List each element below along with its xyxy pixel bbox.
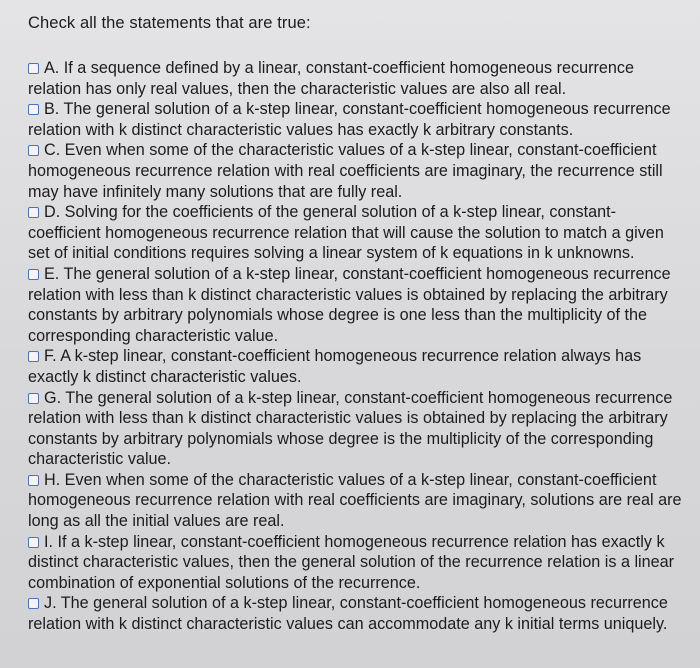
question-prompt: Check all the statements that are true:	[28, 14, 311, 32]
option-a-text: A. If a sequence defined by a linear, constant-coefficient homogeneous recurrence relation has only real values, then the characteristic values are also all real.	[28, 59, 635, 98]
options-list	[28, 58, 682, 635]
option-j-text: J. The general solution of a k-step linear, constant-coefficient homogeneous recurrence relation with k distinct characteristic values can accommodate any k initial terms uniquely.	[28, 594, 668, 634]
option-h-text: H. Even when some of the characteristic values of a k-step linear, constant-coefficient homogeneous recurrence relation with real coefficients are imaginary, solutions are real are long as all the initial values are real.	[28, 470, 682, 531]
option-e[interactable]	[28, 264, 682, 346]
option-i-text: I. If a k-step linear, constant-coefficient homogeneous recurrence relation has exactly k distinct characteristic values, then the general solution of the recurrence relation is a linear combination of exponential solutions of the recurrence.	[28, 532, 675, 592]
checkbox-e[interactable]	[28, 269, 39, 280]
option-c[interactable]	[28, 140, 682, 202]
option-h[interactable]	[28, 470, 682, 532]
option-g-text: G. The general solution of a k-step linear, constant-coefficient homogeneous recurrence relation with less than k distinct characteristic values is obtained by replacing the arbitrary constants by arbitrary polynomials whose degree is the multiplicity of the corresponding characteristic value.	[28, 388, 673, 469]
checkbox-c[interactable]	[28, 145, 39, 156]
checkbox-h[interactable]	[28, 475, 39, 486]
option-b-text: B. The general solution of a k-step linear, constant-coefficient homogeneous recurrence relation with k distinct characteristic values has exactly k arbitrary constants.	[28, 100, 671, 139]
checkbox-j[interactable]	[28, 598, 39, 609]
checkbox-d[interactable]	[28, 207, 39, 218]
option-g[interactable]	[28, 388, 682, 470]
option-d-text: D. Solving for the coefficients of the general solution of a k-step linear, constant-coefficient homogeneous recurrence relation that will cause the solution to match a given set of initial conditions requires solving a linear system of k equations in k unknowns.	[28, 203, 664, 263]
option-c-text: C. Even when some of the characteristic values of a k-step linear, constant-coefficient homogeneous recurrence relation with real coefficients are imaginary, the recurrence still may have infinitely many solutions that are fully real.	[28, 141, 663, 201]
option-f[interactable]	[28, 346, 682, 387]
checkbox-i[interactable]	[28, 537, 39, 548]
option-j[interactable]	[28, 593, 682, 634]
checkbox-b[interactable]	[28, 104, 39, 115]
option-i[interactable]	[28, 532, 682, 594]
checkbox-f[interactable]	[28, 351, 39, 362]
option-b[interactable]	[28, 99, 682, 140]
option-e-text: E. The general solution of a k-step linear, constant-coefficient homogeneous recurrence relation with less than k distinct characteristic values is obtained by replacing the arbitrary constants by arbitrary polynomials whose degree is one less than the multiplicity of the corresponding characteristic value.	[28, 264, 671, 345]
checkbox-a[interactable]	[28, 63, 39, 74]
option-f-text: F. A k-step linear, constant-coefficient homogeneous recurrence relation always has exactly k distinct characteristic values.	[28, 347, 642, 386]
checkbox-g[interactable]	[28, 393, 39, 404]
option-d[interactable]	[28, 202, 682, 264]
option-a[interactable]	[28, 58, 682, 99]
